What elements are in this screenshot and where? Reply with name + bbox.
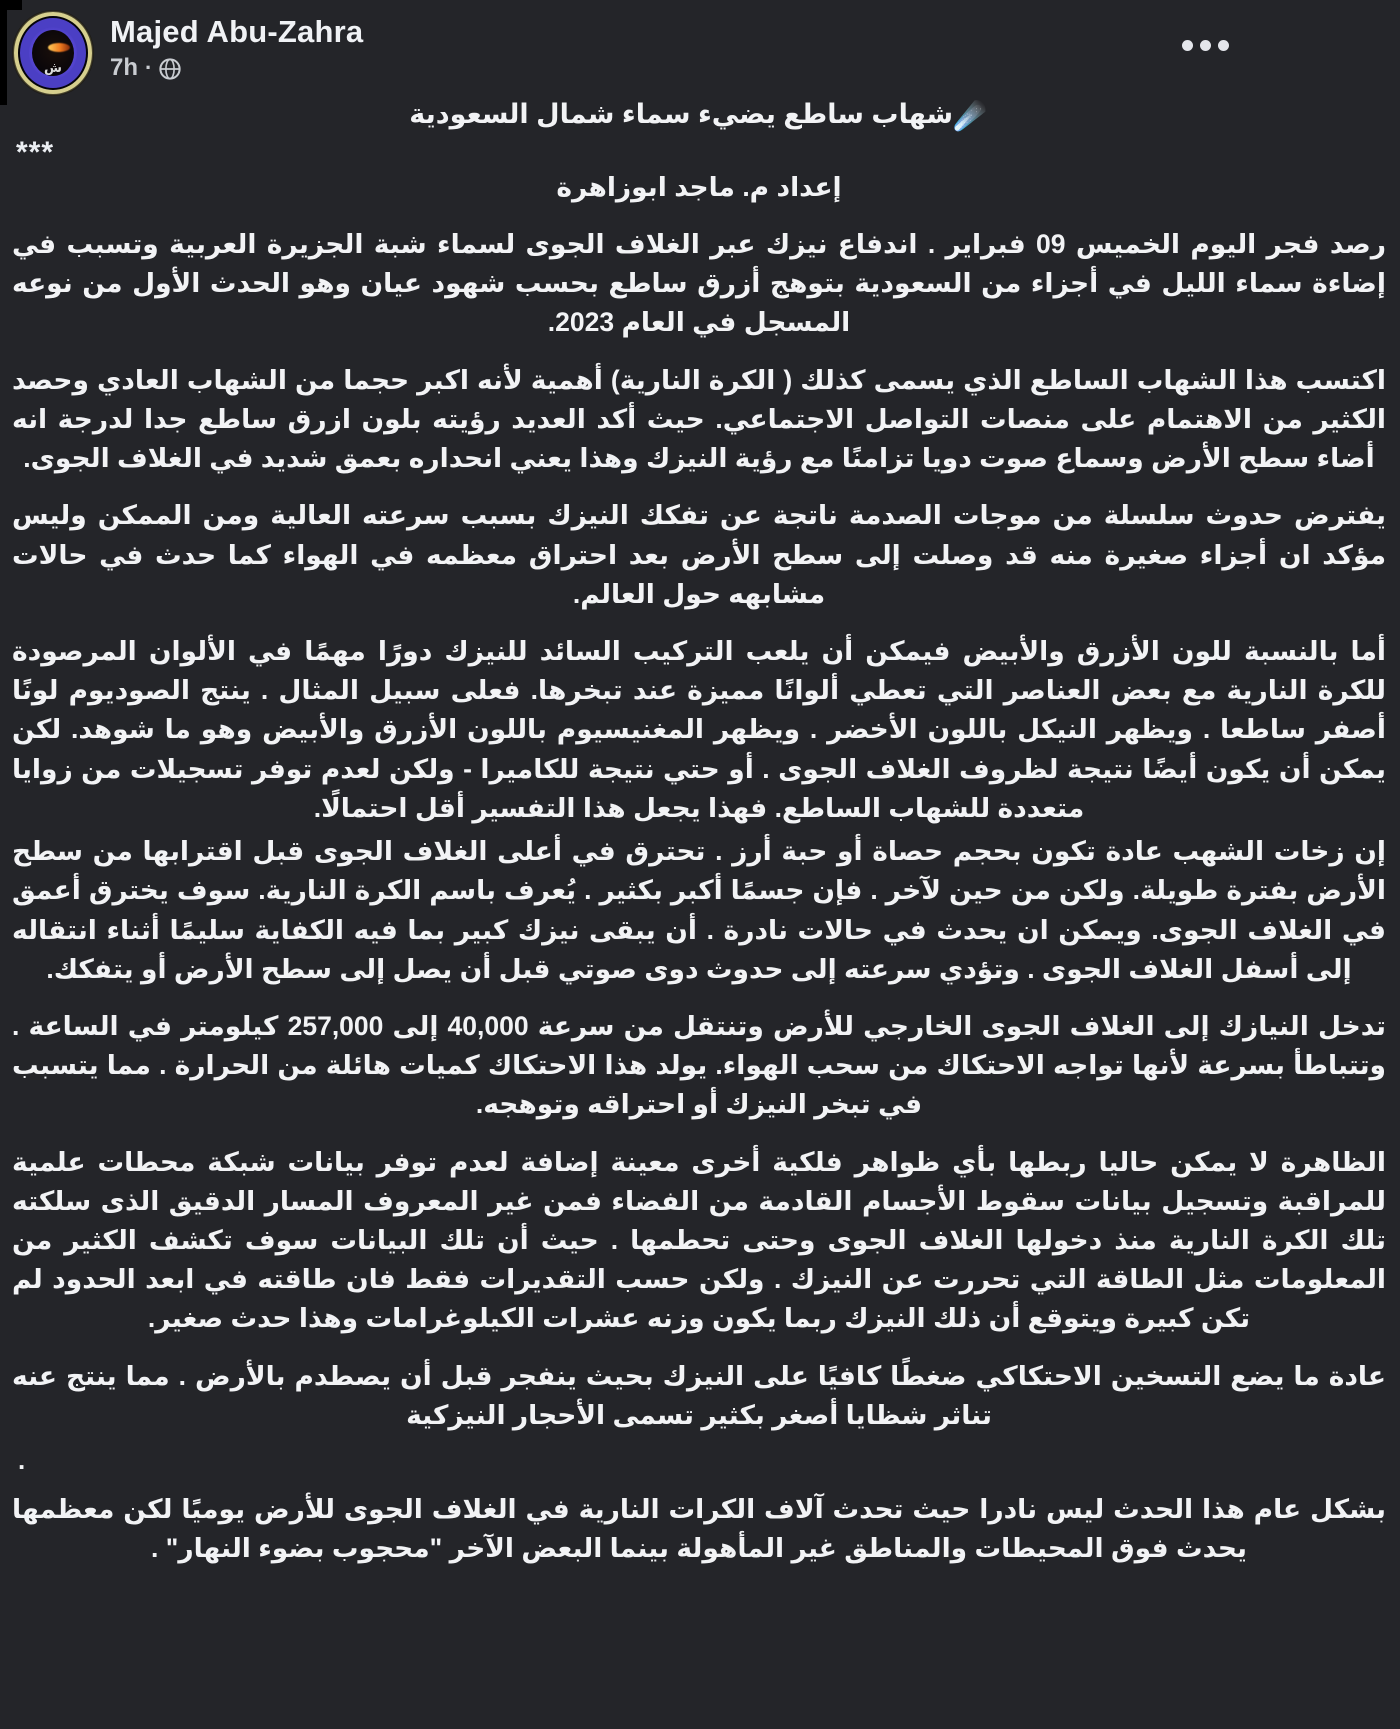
- post-paragraph: إن زخات الشهب عادة تكون بحجم حصاة أو حبة أرز . تحترق في أعلى الغلاف الجوى قبل اقترابها من سطح الأرض بفترة طويلة. ولكن من حين لآخر . فإن جسمًا أكبر بكثير . يُعرف باسم الكرة النارية. سوف يخترق أعمق في الغلاف الجوى. ويمكن ان يحدث في حالات نادرة . أن يبقى نيزك كبير بما فيه الكفاية سليمًا أثناء انتقاله إلى أسفل الغلاف الجوى . وتؤدي سرعته إلى حدوث دوى صوتي قبل أن يصل إلى سطح الأرض أو يتفكك.: [12, 836, 1386, 984]
- post-paragraph: بشكل عام هذا الحدث ليس نادرا حيث تحدث آلاف الكرات النارية في الغلاف الجوى للأرض يوميًا لكن معظمها يحدث فوق المحيطات والمناطق غير المأهولة بينما البعض الآخر "محجوب بضوء النهار" .: [12, 1493, 1386, 1563]
- post-headline-text: شهاب ساطع يضيء سماء شمال السعودية: [409, 99, 954, 129]
- comet-icon: ☄️: [953, 101, 987, 131]
- post-paragraph: تدخل النيازك إلى الغلاف الجوى الخارجي للأرض وتنتقل من سرعة 40,000 إلى 257,000 كيلومتر في الساعة . وتتباطأ بسرعة لأنها تواجه الاحتكاك من سحب الهواء. يولد هذا الاحتكاك كميات هائلة من الحرارة . مما يتسبب في تبخر النيزك أو احتراقه وتوهجه.: [12, 1010, 1386, 1120]
- avatar-image: [12, 10, 94, 96]
- three-dots-icon-dot: [1200, 40, 1211, 51]
- author-name[interactable]: Majed Abu-Zahra: [110, 14, 364, 49]
- post-paragraph: أما بالنسبة للون الأزرق والأبيض فيمكن أن يلعب التركيب السائد للنيزك دورًا مهمًا في الألوان المرصودة للكرة النارية مع بعض العناصر التي تعطي ألوانًا مميزة عند تبخرها. فعلى سبيل المثال . ينتج الصوديوم لونًا أصفر ساطعا . ويظهر النيكل باللون الأخضر . ويظهر المغنيسيوم باللون الأزرق والأبيض وهو ما شوهد. لكن يمكن أن يكون أيضًا نتيجة لظروف الغلاف الجوى . أو حتي نتيجة للكاميرا - ولكن لعدم توفر تسجيلات من زوايا متعددة للشهاب الساطع. فهذا يجعل هذا التفسير أقل احتمالًا.: [12, 635, 1386, 823]
- avatar-glyph-text: ش: [44, 60, 62, 75]
- avatar[interactable]: [12, 10, 94, 96]
- post-paragraph: عادة ما يضع التسخين الاحتكاكي ضغطًا كافيًا على النيزك بحيث ينفجر قبل أن يصطدم بالأرض . مما ينتج عنه تناثر شظايا أصغر بكثير تسمى الأحجار النيزكية: [12, 1360, 1386, 1430]
- post-headline: [12, 96, 1386, 142]
- meteor-flame-icon: [48, 43, 70, 52]
- post-paragraph: يفترض حدوث سلسلة من موجات الصدمة ناتجة عن تفكك النيزك بسبب سرعته العالية ومن الممكن وليس مؤكد ان أجزاء صغيرة منه قد وصلت إلى سطح الأرض بعد احتراق معظمه في الهواء كما حدث في حالات مشابهه حول العالم.: [12, 500, 1386, 609]
- author-block: [110, 14, 363, 82]
- post-paragraph: اكتسب هذا الشهاب الساطع الذي يسمى كذلك ( الكرة النارية) أهمية لأنه اكبر حجما من الشهاب العادي وحصد الكثير من الاهتمام على منصات التواصل الاجتماعي. حيث أكد العديد رؤيته بلون ازرق ساطع جدا لدرجة انه أضاء سطح الأرض وسماع صوت دويا تزامنًا مع رؤية النيزك وهذا يعني انحداره بعمق شديد في الغلاف الجوى.: [12, 364, 1386, 474]
- post-paragraph: رصد فجر اليوم الخميس 09 فبراير . اندفاع نيزك عبر الغلاف الجوى لسماء شبة الجزيرة العربية وتسبب في إضاءة سماء الليل في أجزاء من السعودية بتوهج أزرق ساطع بحسب شهود عيان وهو الحدث الأول من نوعه المسجل في العام 2023.: [12, 229, 1386, 338]
- post-header: [0, 6, 1400, 102]
- post-byline: إعداد م. ماجد ابوزاهرة: [556, 171, 842, 202]
- post-body: [0, 96, 1400, 1568]
- post-paragraph: الظاهرة لا يمكن حاليا ربطها بأي ظواهر فلكية أخرى معينة إضافة لعدم توفر بيانات شبكة محطات علمية للمراقبة وتسجيل بيانات سقوط الأجسام القادمة من الفضاء فمن غير المعروف المسار الدقيق الذى سلكته تلك الكرة النارية منذ دخولها الغلاف الجوى وحتى تحطمها . حيث أن تلك البيانات سوف تكشف الكثير من المعلومات مثل الطاقة التي تحررت عن النيزك . ولكن حسب التقديرات فقط فان طاقته في ابعد الحدود لم تكن كبيرة ويتوقع أن ذلك النيزك ربما يكون وزنه عشرات الكيلوغرامات وهذا حدث صغير.: [12, 1146, 1386, 1334]
- three-dots-icon-dot: [1218, 40, 1229, 51]
- meta-separator: ·: [145, 54, 153, 80]
- post-meta: [110, 54, 363, 82]
- orphan-period: .: [18, 1445, 26, 1476]
- more-options-button[interactable]: [1176, 34, 1235, 57]
- asterisks-marker: ***: [16, 136, 55, 169]
- globe-icon[interactable]: [159, 58, 181, 80]
- post-timestamp[interactable]: 7h: [110, 53, 139, 81]
- left-edge-artifact: [0, 0, 7, 105]
- three-dots-icon-dot: [1182, 40, 1193, 51]
